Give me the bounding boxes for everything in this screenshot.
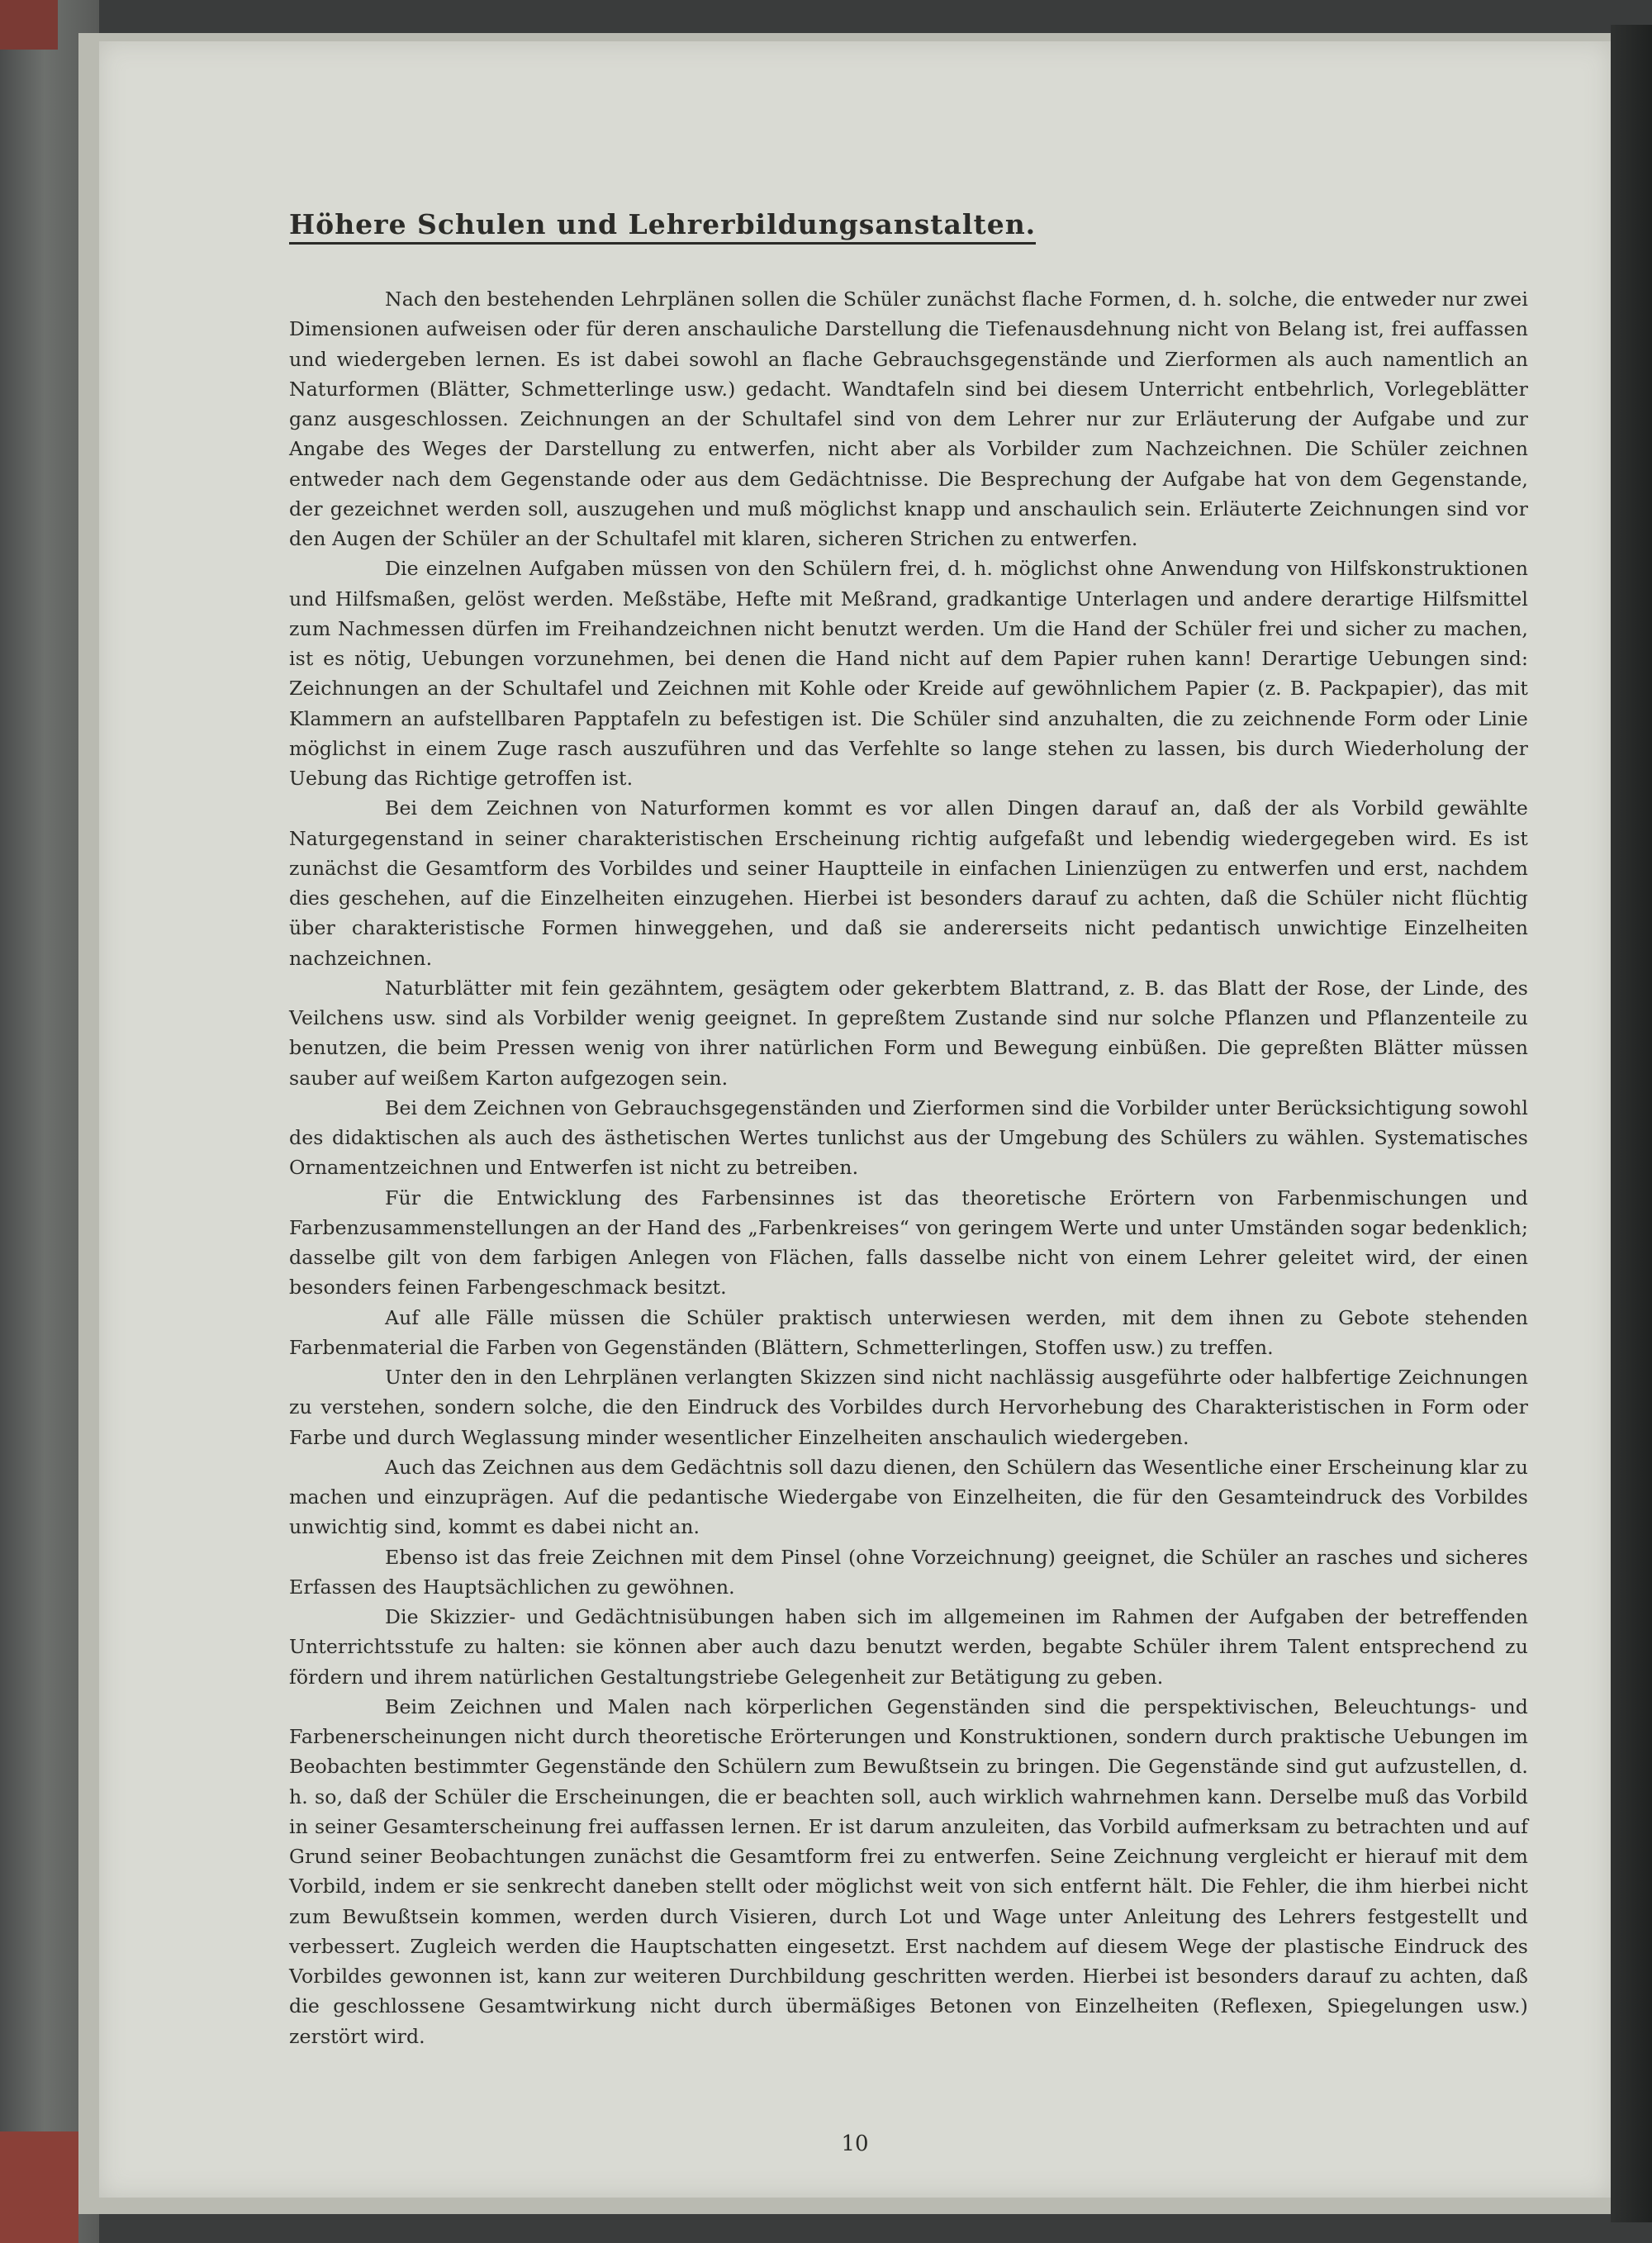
binding-corner-top — [0, 0, 58, 50]
section-heading: Höhere Schulen und Lehrerbildungsanstalten. — [289, 208, 1036, 245]
page-number: 10 — [841, 2131, 869, 2156]
paragraph-9: Auch das Zeichnen aus dem Gedächtnis soll dazu dienen, den Schülern das Wesentliche einer Erscheinung klar zu machen und einzuprägen. Auf die pedantische Wiedergabe von Einzelheiten, die für den Gesamteindruck des Vorbildes unwichtig sind, kommt es dabei nicht an. — [289, 1455, 1528, 1539]
paragraph-4: Naturblätter mit fein gezähntem, gesägtem oder gekerbtem Blattrand, z. B. das Blatt der Rose, der Linde, des Veilchens usw. sind als Vorbilder wenig geeignet. In gepreßtem Zustande sind nur solche Pflanzen und Pflanzenteile zu benutzen, die beim Pressen wenig von ihrer natürlichen Form und Bewegung einbüßen. Die gepreßten Blätter müssen sauber auf weißem Karton aufgezogen sein. — [289, 976, 1528, 1090]
paragraph-6: Für die Entwicklung des Farbensinnes ist das theoretische Erörtern von Farbenmischungen und Farbenzusammenstellungen an der Hand des „Farbenkreises“ von geringem Werte und unter Umständen sogar bedenklich; dasselbe gilt von dem farbigen Anlegen von Flächen, falls dasselbe nicht von einem Lehrer geleitet wird, der einen besonders feinen Farbengeschmack besitzt. — [289, 1186, 1528, 1300]
paragraph-11: Die Skizzier- und Gedächtnisübungen haben sich im allgemeinen im Rahmen der Aufgaben der betreffenden Unterrichtsstufe zu halten: sie können aber auch dazu benutzt werden, begabte Schüler ihrem Talent entsprechend zu fördern und ihrem natürlichen Gestaltungstriebe Gelegenheit zur Betätigung zu geben. — [289, 1605, 1528, 1689]
paragraph-3: Bei dem Zeichnen von Naturformen kommt es vor allen Dingen darauf an, daß der als Vorbild gewählte Naturgegenstand in seiner charakteristischen Erscheinung richtig aufgefaßt und lebendig wiedergegeben wird. Es ist zunächst die Gesamtform des Vorbildes und seiner Hauptteile in einfachen Linienzügen zu entwerfen und erst, nachdem dies geschehen, auf die Einzelheiten einzugehen. Hierbei ist besonders darauf zu achten, daß die Schüler nicht flüchtig über charakteristische Formen hinweggehen, und daß sie andererseits nicht pedantisch unwichtige Einzelheiten nachzeichnen. — [289, 796, 1528, 970]
paragraph-7: Auf alle Fälle müssen die Schüler praktisch unterwiesen werden, mit dem ihnen zu Gebote stehenden Farbenmaterial die Farben von Gegenständen (Blättern, Schmetterlingen, Stoffen usw.) zu treffen. — [289, 1305, 1528, 1359]
page-content — [289, 208, 1528, 2051]
paragraph-12: Beim Zeichnen und Malen nach körperlichen Gegenständen sind die perspektivischen, Beleuchtungs- und Farbenerscheinungen nicht durch theoretische Erörterungen und Konstruktionen, sondern durch praktische Uebungen im Beobachten bestimmter Gegenstände den Schülern zum Bewußtsein zu bringen. Die Gegenstände sind gut aufzustellen, d. h. so, daß der Schüler die Erscheinungen, die er beachten soll, auch wirklich wahrnehmen kann. Derselbe muß das Vorbild in seiner Gesamterscheinung frei auffassen lernen. Er ist darum anzuleiten, das Vorbild aufmerksam zu betrachten und auf Grund seiner Beobachtungen zunächst die Gesamtform frei zu entwerfen. Seine Zeichnung vergleicht er hierauf mit dem Vorbild, indem er sie senkrecht daneben stellt oder möglichst weit von sich entfernt hält. Die Fehler, die ihm hierbei nicht zum Bewußtsein kommen, werden durch Visieren, durch Lot und Wage unter Anleitung des Lehrers festgestellt und verbessert. Zugleich werden die Hauptschatten eingesetzt. Erst nachdem auf diesem Wege der plastische Eindruck des Vorbildes gewonnen ist, kann zur weiteren Durchbildung geschritten werden. Hierbei ist besonders darauf zu achten, daß die geschlossene Gesamtwirkung nicht durch übermäßiges Betonen von Einzelheiten (Reflexen, Spiegelungen usw.) zerstört wird. — [289, 1694, 1528, 2048]
paragraph-10: Ebenso ist das freie Zeichnen mit dem Pinsel (ohne Vorzeichnung) geeignet, die Schüler an rasches und sicheres Erfassen des Hauptsächlichen zu gewöhnen. — [289, 1545, 1528, 1599]
paragraph-8: Unter den in den Lehrplänen verlangten Skizzen sind nicht nachlässig ausgeführte oder halbfertige Zeichnungen zu verstehen, sondern solche, die den Eindruck des Vorbildes durch Hervorhebung des Charakteristischen in Form oder Farbe und durch Weglassung minder wesentlicher Einzelheiten anschaulich wiedergeben. — [289, 1366, 1528, 1449]
paragraph-2: Die einzelnen Aufgaben müssen von den Schülern frei, d. h. möglichst ohne Anwendung von Hilfskonstruktionen und Hilfsmaßen, gelöst werden. Meßstäbe, Hefte mit Meßrand, gradkantige Unterlagen und andere derartige Hilfsmittel zum Nachmessen dürfen im Freihandzeichnen nicht benutzt werden. Um die Hand der Schüler frei und sicher zu machen, ist es nötig, Uebungen vorzunehmen, bei denen die Hand nicht auf dem Papier ruhen kann! Derartige Uebungen sind: Zeichnungen an der Schultafel und Zeichnen mit Kohle oder Kreide auf gewöhnlichem Papier (z. B. Packpapier), das mit Klammern an aufstellbaren Papptafeln zu befestigen ist. Die Schüler sind anzuhalten, die zu zeichnende Form oder Linie möglichst in einem Zuge rasch auszuführen und das Verfehlte so lange stehen zu lassen, bis durch Wiederholung der Uebung das Richtige getroffen ist. — [289, 557, 1528, 790]
paragraph-5: Bei dem Zeichnen von Gebrauchsgegenständen und Zierformen sind die Vorbilder unter Berücksichtigung sowohl des didaktischen als auch des ästhetischen Wertes tunlichst aus der Umgebung des Schülers zu wählen. Systematisches Ornamentzeichnen und Entwerfen ist nicht zu betreiben. — [289, 1095, 1528, 1180]
binding-corner-bottom — [0, 2131, 78, 2243]
paragraph-1: Nach den bestehenden Lehrplänen sollen die Schüler zunächst flache Formen, d. h. solche, die entweder nur zwei Dimensionen aufweisen oder für deren anschauliche Darstellung die Tiefenausdehnung nicht von Belang ist, frei auffassen und wiedergeben lernen. Es ist dabei sowohl an flache Gebrauchsgegenstände und Zierformen als auch namentlich an Naturformen (Blätter, Schmetterlinge usw.) gedacht. Wandtafeln sind bei diesem Unterricht entbehrlich, Vorlegeblätter ganz ausgeschlossen. Zeichnungen an der Schultafel sind von dem Lehrer nur zur Erläuterung der Aufgabe und zur Angabe des Weges der Darstellung zu entwerfen, nicht aber als Vorbilder zum Nachzeichnen. Die Schüler zeichnen entweder nach dem Gegenstande oder aus dem Gedächtnisse. Die Besprechung der Aufgabe hat von dem Gegenstande, der gezeichnet werden soll, auszugehen und muß möglichst knapp und anschaulich sein. Erläuterte Zeichnungen sind vor den Augen der Schüler an der Schultafel mit klaren, sicheren Strichen zu entwerfen. — [289, 288, 1528, 550]
page — [99, 41, 1611, 2198]
right-cover-edge — [1611, 25, 1652, 2222]
